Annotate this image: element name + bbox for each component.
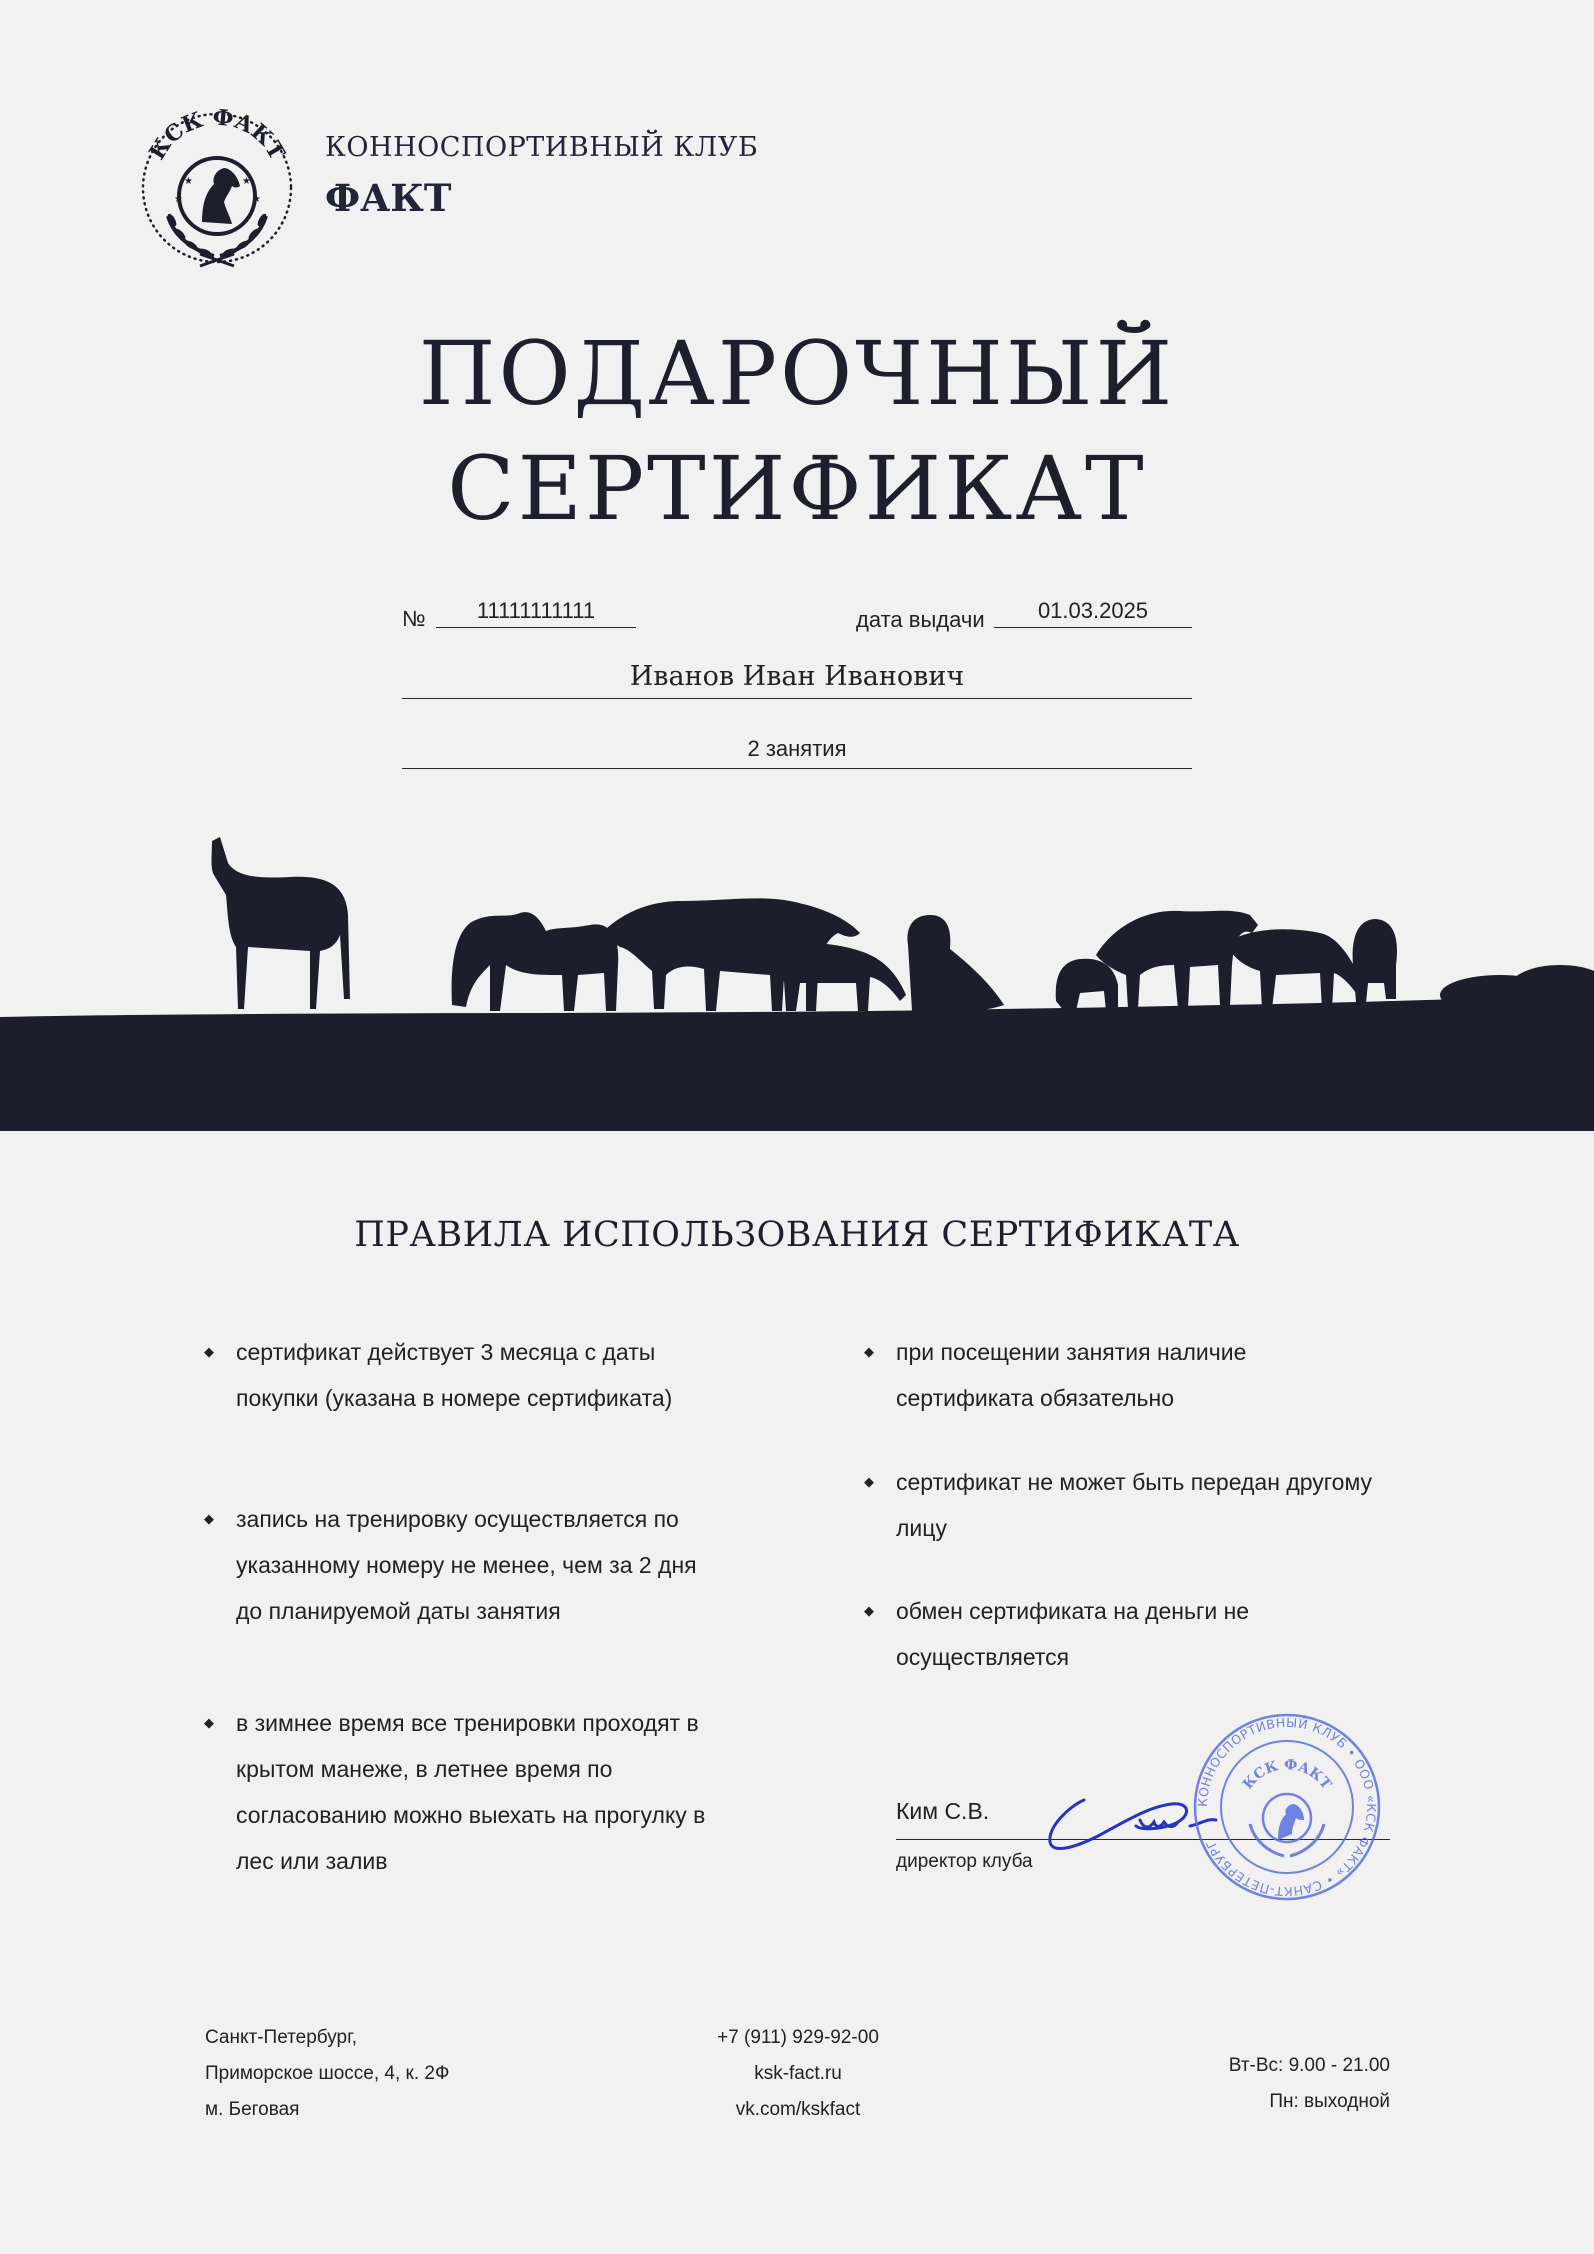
stamp-inner-text: КСК ФАКТ bbox=[1240, 1756, 1335, 1793]
svg-text:★: ★ bbox=[184, 176, 193, 187]
signer-role: директор клуба bbox=[896, 1851, 1033, 1872]
bullet-icon: ◆ bbox=[864, 1344, 874, 1359]
svg-text:★: ★ bbox=[242, 176, 251, 187]
issue-date: 01.03.2025 bbox=[994, 595, 1192, 628]
rule-item-seasonal: ◆ в зимнее время все тренировки проходят в крытом манеже, в летнее время по согласованию можно выехать на прогулку в лес или залив bbox=[236, 1700, 756, 1884]
club-name: ФАКТ bbox=[325, 176, 452, 220]
svg-text:★: ★ bbox=[252, 194, 261, 205]
svg-text:КСК ФАКТ bbox=[144, 104, 290, 165]
club-type-label: КОННОСПОРТИВНЫЙ КЛУБ bbox=[325, 132, 759, 163]
issue-date-label: дата выдачи bbox=[856, 607, 985, 632]
holder-name: Иванов Иван Иванович bbox=[402, 656, 1192, 699]
bullet-icon: ◆ bbox=[864, 1603, 874, 1618]
footer-website: ksk-fact.ru bbox=[754, 2063, 842, 2084]
signer-name: Ким С.В. bbox=[896, 1798, 990, 1824]
horses-landscape-image bbox=[0, 815, 1594, 1131]
bullet-icon: ◆ bbox=[204, 1511, 214, 1526]
svg-text:КОННОСПОРТИВНЫЙ КЛУБ • ООО «КС bbox=[1195, 1715, 1379, 1899]
club-stamp bbox=[1192, 1712, 1382, 1902]
rule-item-validity: ◆ сертификат действует 3 месяца с даты покупки (указана в номере сертификата) bbox=[236, 1329, 756, 1421]
svg-text:★: ★ bbox=[174, 194, 183, 205]
certificate-title-line2: СЕРТИФИКАТ bbox=[447, 437, 1147, 540]
rule-item-no-cash: ◆ обмен сертификата на деньги не осуществляется bbox=[896, 1588, 1396, 1680]
stamp-outer-text: КОННОСПОРТИВНЫЙ КЛУБ • ООО «КСК ФАКТ» • САНКТ-ПЕТЕРБУРГ bbox=[1194, 1714, 1380, 1900]
footer-address: Санкт-Петербург, Приморское шоссе, 4, к. 2Ф м. Беговая bbox=[205, 2027, 450, 2120]
certificate-number: 11111111111 bbox=[436, 595, 636, 628]
bullet-icon: ◆ bbox=[204, 1715, 214, 1730]
rule-item-booking: ◆ запись на тренировку осуществляется по указанному номеру не менее, чем за 2 дня до планируемой даты занятия bbox=[236, 1496, 756, 1634]
rule-item-non-transferable: ◆ сертификат не может быть передан другому лицу bbox=[896, 1459, 1396, 1551]
footer-hours: Вт-Вс: 9.00 - 21.00 Пн: выходной bbox=[1228, 2055, 1390, 2112]
bullet-icon: ◆ bbox=[864, 1474, 874, 1489]
logo-arc-text: КСК ФАКТ bbox=[144, 104, 290, 165]
stamp-horse-icon bbox=[1278, 1804, 1304, 1840]
rules-title: ПРАВИЛА ИСПОЛЬЗОВАНИЯ СЕРТИФИКАТА bbox=[354, 1215, 1240, 1255]
footer-contacts bbox=[658, 2020, 938, 2128]
footer-phone: +7 (911) 929-92-00 bbox=[717, 2027, 879, 2048]
horse-head-icon bbox=[202, 168, 240, 224]
footer-vk: vk.com/kskfact bbox=[735, 2099, 861, 2120]
certificate-title-line1: ПОДАРОЧНЫЙ bbox=[418, 322, 1176, 425]
number-label: № bbox=[402, 606, 426, 631]
service-amount: 2 занятия bbox=[402, 730, 1192, 769]
svg-text:КСК ФАКТ bbox=[1240, 1757, 1334, 1793]
bullet-icon: ◆ bbox=[204, 1344, 214, 1359]
club-logo-emblem bbox=[128, 96, 306, 274]
rule-item-presentation: ◆ при посещении занятия наличие сертификата обязательно bbox=[896, 1329, 1396, 1421]
